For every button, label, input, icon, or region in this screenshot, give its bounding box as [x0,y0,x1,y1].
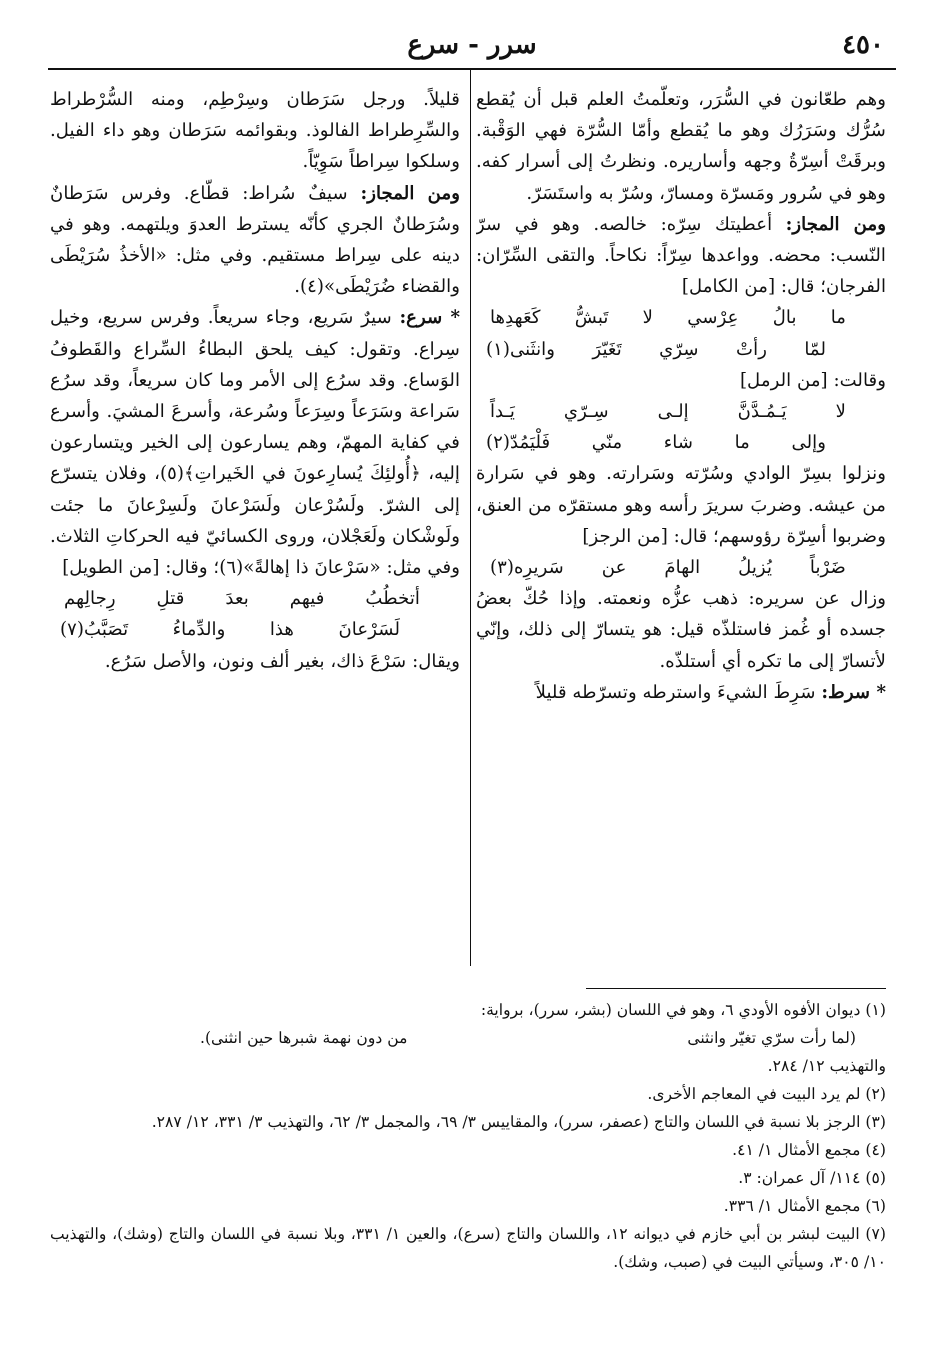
verse-line: ضَرْباً يُزيلُ الهامَ عن سَريرِه(٣) [490,557,846,579]
paragraph: قليلاً. ورجل سَرَطان وسِرْطِم، ومنه السُّرْطراط والسِّرِطراط الفالوذ. وبقوائمه سَرَطان وهو داء الفيل. وسلكوا سِراطاً سَوِيّاً. [50,89,460,173]
footnote: (١) ديوان الأفوه الأودي ٦، وهو في اللسان (بشر، سرر)، برواية: [480,1001,886,1019]
paragraph: ونزلوا بسِرّ الوادي وسُرّته وسَرارته. وهو في سَرارة من عيشه. وضربَ سريرَ رأسه وهو مستقرّه من العنق، وضربوا أسِرّة رؤوسهم؛ قال: [من الرجز] [476,463,886,547]
footnote: والتهذيب ١٢/ ٢٨٤. [767,1057,886,1075]
paragraph [50,178,460,303]
verse-line: لا يَـمُـدَّنَّ إلـى سِـرّي يَـداً [490,401,846,423]
header-rule [48,68,896,70]
paragraph: وقالت: [من الرمل] [739,369,886,391]
paragraph: ويقال: سَرْعَ ذاك، بغير ألف ونون، والأصل سَرُع. [104,650,460,672]
page-header [50,26,894,66]
footnotes [50,996,886,1276]
running-title: سرر - سرع [407,30,537,60]
footnote: (٣) الرجز بلا نسبة في اللسان والتاج (عصفر، سرر)، والمقاييس ٣/ ٦٩، والمجمل ٣/ ٦٢، والتهذيب ٣/ ٣٣١، ١٢/ ٢٨٧. [151,1113,886,1131]
verse-line: ما بالُ عِرْسي لا تَبشُّ كَعَهدِها [490,307,846,329]
footnote-poem-hemistich: (لما رأت سرّي تغيّر وانثنى [687,1029,856,1047]
footnote-poem [50,1024,886,1052]
footnote-rule [586,988,886,989]
paragraph-text: أعطيتك سِرّه: خالصه. وهو في سرّ النّسب: محضه. وواعدها سِرّاً: نكاحاً. والتقى السِّرّان: الفرجان؛ قال: [من الكامل] [476,213,886,298]
footnote: (٢) لم يرد البيت في المعاجم الأخرى. [647,1085,886,1103]
verse-line: لمّا رأتْ سِرّي تَغَيّرَ وانثَنى(١) [486,338,826,360]
page-number: ٤٥٠ [842,30,884,60]
right-column [476,84,886,964]
verse-line: وإلى ما شاء منّي فَلْيَمُدّ(٢) [486,432,826,454]
footnote: (٤) مجمع الأمثال ١/ ٤١. [732,1141,886,1159]
section-lead: ومن المجاز: [360,182,460,204]
section-lead: ومن المجاز: [785,213,886,235]
paragraph-text: سَرِطَ الشيءَ واسترطه وتسرّطه قليلاً [535,681,822,703]
paragraph-text: سيفٌ سُراط: قطّاع. وفرس سَرَطانٌ وسُرَطانٌ الجري كأنّه يسترط العدوَ ويلتهمه. وهو في دينه على سِراط مستقيم. وفي مثل: «الأخذُ سُرَيْطَى والقضاء ضُرَيْطَى»(٤). [50,182,460,298]
paragraph: وزال عن سريره: ذهب عزُّه ونعمته. وإذا حُكّ بعضُ جسده أو غُمز فاستلذّه قيل: هو يتسارّ إلى ذلك، وإنّي لأتسارّ إلى ما تكره أي أستلذّه. [476,588,886,672]
entry-heading: * سرط: [821,681,886,703]
paragraph: وهم طعّانون في السُّرَر، وتعلّمتُ العلم قبل أن يُقطع سُرُّك وسَرَرُك وهو ما يُقطع وأمّا السُّرّة فهي الوَقْبة. وبرقَتْ أسِرّةُ وجهه وأساريره. ونظرتُ إلى أسرار كفه. وهو في سُرور ومَسرّة ومسارّ، وسُرّ به واستَسَرّ. [476,89,886,204]
paragraph [476,209,886,303]
footnote: (٥) ١١٤/ آل عمران: ٣. [738,1169,886,1187]
paragraph [476,677,886,708]
footnote: (٧) البيت لبشر بن أبي خازم في ديوانه ١٢، واللسان والتاج (سرع)، والعين ١/ ٣٣١، وبلا نسبة في اللسان والتاج (وشك)، والتهذيب ١٠/ ٣٠٥، وسيأتي البيت في (صبب، وشك). [50,1225,886,1271]
footnote-poem-hemistich: من دون نهمة شبرها حين انثنى). [200,1029,408,1047]
column-divider [470,70,471,966]
footnote: (٦) مجمع الأمثال ١/ ٣٣٦. [723,1197,886,1215]
entry-heading: * سرع: [399,307,460,329]
verse-line: لَسَرْعانَ هذا والدِّماءُ تَصَبَّبُ(٧) [60,619,400,641]
paragraph-text: سيرٌ سَريع، وجاء سريعاً. وفرس سريع، وخيل سِراع. وتقول: كيف يلحق البطاءُ السِّراع والقَطوفُ الوَساع. وقد سرُع إلى الأمر وما كان سريعاً، وقد سرُع سَراعة وسَرَعاً وسِرَعاً وسُرعة، وأسرعَ المشيَ. وأسرع في كفاية المهمّ، وهم يسارعون إلى الخير ويتسارعون إليه، ﴿أُولئِكَ يُسارِعونَ في الخَيراتِ﴾(٥)، وفلان يتسرّع إلى الشرّ. ولَسُرْعان ولَسَرْعانَ ولَسِرْعانَ ما جئت ولَوشْكان ولَعَجْلان، وروى الكسائيّ فيه الحركاتِ الثلاث. وفي مثل: «سَرْعانَ ذا إهالةً»(٦)؛ وقال: [من الطويل] [50,307,460,579]
paragraph [50,302,460,583]
verse-line: أتخطُبُ فيهم بعدَ قتلِ رِجالِهم [64,588,420,610]
left-column [50,84,460,964]
